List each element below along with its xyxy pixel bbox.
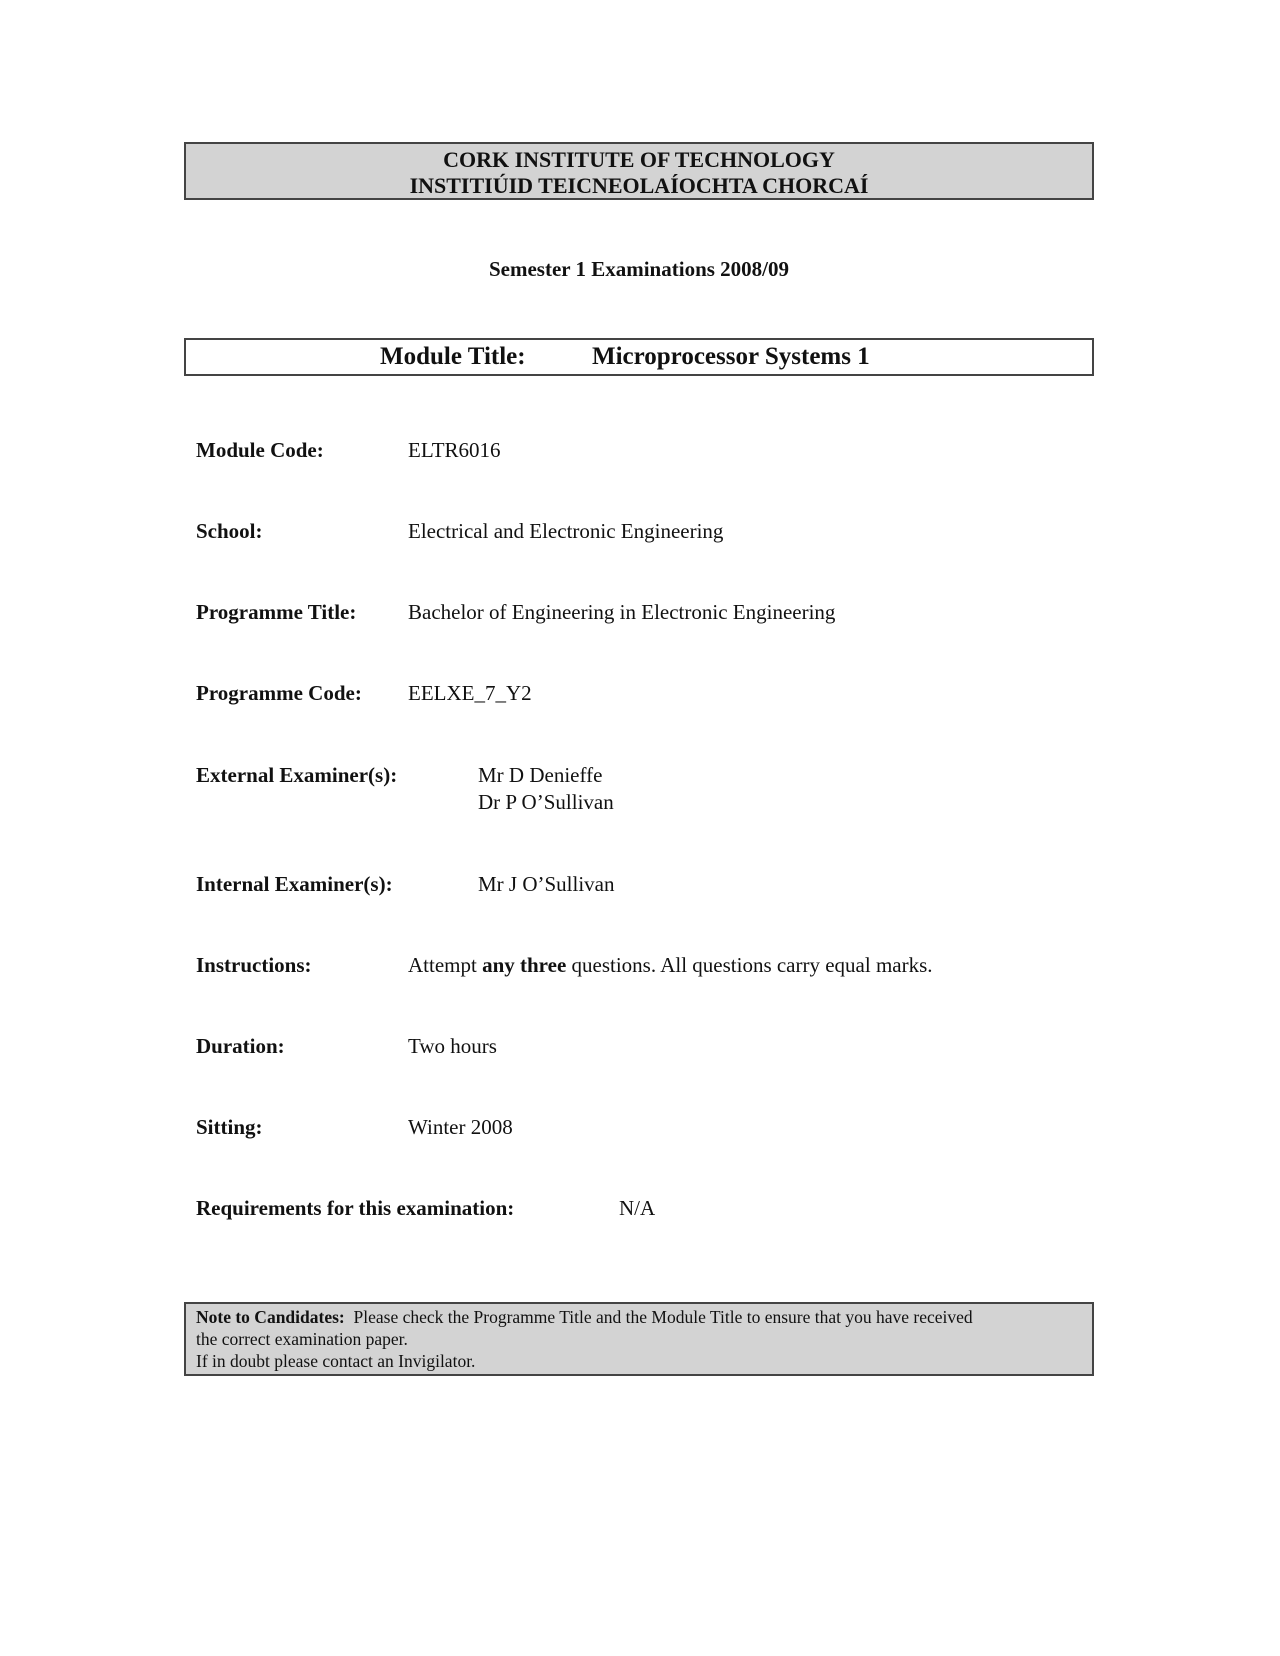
programme-title-value: Bachelor of Engineering in Electronic Engineering [408,600,836,624]
module-code-label: Module Code: [196,438,324,462]
institute-name-english: CORK INSTITUTE OF TECHNOLOGY [443,147,835,172]
instructions-prefix: Attempt [408,953,483,977]
sitting-label: Sitting: [196,1115,263,1139]
note-line-1 [196,1306,1082,1328]
duration-value: Two hours [408,1034,497,1058]
programme-title-label: Programme Title: [196,600,357,624]
institute-header-box [184,142,1094,200]
external-examiner-1: Mr D Denieffe [478,763,603,787]
requirements-value: N/A [619,1196,656,1220]
instructions-value [408,952,933,979]
module-title-label: Module Title: [380,343,526,370]
internal-examiners-label: Internal Examiner(s): [196,872,393,896]
programme-code-label: Programme Code: [196,681,362,705]
note-to-candidates-box [184,1302,1094,1376]
instructions-suffix: questions. All questions carry equal marks. [566,953,933,977]
programme-code-value: EELXE_7_Y2 [408,681,532,705]
instructions-emphasis: any three [482,953,567,977]
school-value: Electrical and Electronic Engineering [408,519,724,543]
requirements-label: Requirements for this examination: [196,1196,515,1220]
external-examiner-2: Dr P O’Sullivan [478,790,614,814]
note-line-3: If in doubt please contact an Invigilator. [196,1351,476,1371]
external-examiners-label: External Examiner(s): [196,763,398,787]
institute-name-irish: INSTITIÚID TEICNEOLAÍOCHTA CHORCAÍ [409,173,869,198]
note-line-2: the correct examination paper. [196,1329,408,1349]
internal-examiner-1: Mr J O’Sullivan [478,872,615,896]
note-text-1: Please check the Programme Title and the Module Title to ensure that you have received [344,1307,973,1327]
module-title-box [184,338,1094,376]
module-code-value: ELTR6016 [408,438,501,462]
sitting-value: Winter 2008 [408,1115,513,1139]
module-title-value: Microprocessor Systems 1 [592,343,870,370]
school-label: School: [196,519,263,543]
note-label: Note to Candidates: [196,1307,345,1327]
semester-title: Semester 1 Examinations 2008/09 [488,257,790,281]
instructions-label: Instructions: [196,953,312,977]
duration-label: Duration: [196,1034,285,1058]
